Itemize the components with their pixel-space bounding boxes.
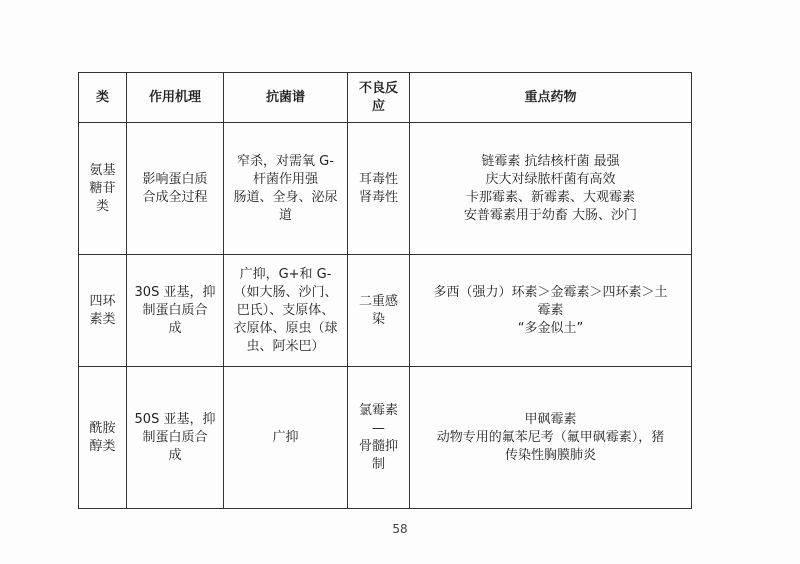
- header-row: [79, 73, 692, 123]
- cell-key-drugs: 多西（强力）环素＞金霉素＞四环素＞土 霉素 “多金似土”: [410, 255, 692, 367]
- header-mechanism: 作用机理: [127, 73, 224, 123]
- cell-class: 四环 素类: [79, 255, 127, 367]
- cell-mechanism: 50S 亚基，抑 制蛋白质合 成: [127, 367, 224, 509]
- header-adverse-reaction: 不良反 应: [348, 73, 410, 123]
- cell-key-drugs: 甲砜霉素 动物专用的氟苯尼考（氟甲砜霉素），猪 传染性胸膜肺炎: [410, 367, 692, 509]
- cell-mechanism: 影响蛋白质 合成全过程: [127, 123, 224, 255]
- table-row-tetracycline: [79, 255, 692, 367]
- header-spectrum: 抗菌谱: [224, 73, 348, 123]
- cell-adverse-reaction: 二重感 染: [348, 255, 410, 367]
- header-class: 类: [79, 73, 127, 123]
- cell-spectrum: 窄杀，对需氧 G- 杆菌作用强 肠道、全身、泌尿 道: [224, 123, 348, 255]
- cell-spectrum: 广抑，G+和 G- （如大肠、沙门、 巴氏）、支原体、 衣原体、原虫（球 虫、阿米巴）: [224, 255, 348, 367]
- cell-class: 酰胺 醇类: [79, 367, 127, 509]
- page-number: 58: [392, 522, 408, 536]
- cell-mechanism: 30S 亚基，抑 制蛋白质合 成: [127, 255, 224, 367]
- cell-class: 氨基 糖苷 类: [79, 123, 127, 255]
- cell-adverse-reaction: 氯霉素 — 骨髓抑 制: [348, 367, 410, 509]
- table-row-amphenicol: [79, 367, 692, 509]
- cell-key-drugs: 链霉素 抗结核杆菌 最强 庆大对绿脓杆菌有高效 卡那霉素、新霉素、大观霉素 安普霉素用于幼畜 大肠、沙门: [410, 123, 692, 255]
- table-row-aminoglycoside: [79, 123, 692, 255]
- header-key-drugs: 重点药物: [410, 73, 692, 123]
- cell-adverse-reaction: 耳毒性 肾毒性: [348, 123, 410, 255]
- cell-spectrum: 广抑: [224, 367, 348, 509]
- antibiotic-table: [78, 72, 692, 509]
